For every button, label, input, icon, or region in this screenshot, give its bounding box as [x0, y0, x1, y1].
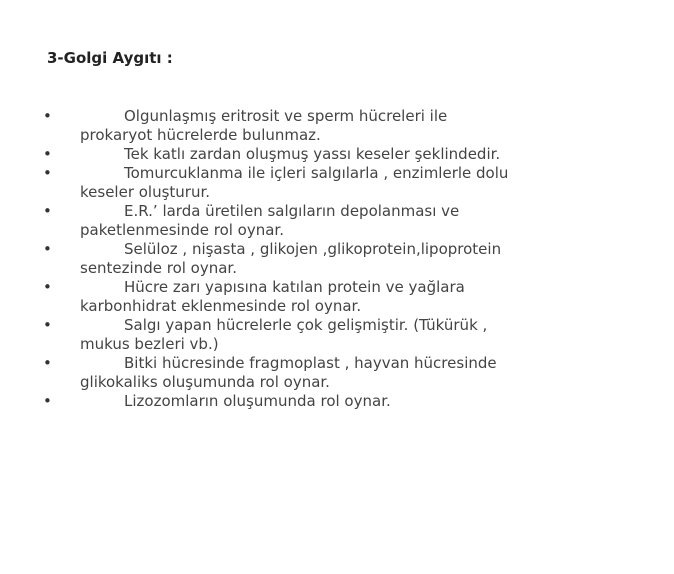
list-item — [0, 107, 674, 145]
list-item-text: Bitki hücresinde fragmoplast , hayvan hücresinde glikokaliks oluşumunda rol oynar. — [80, 354, 497, 391]
list-item-text: E.R.’ larda üretilen salgıların depolanması ve paketlenmesinde rol oynar. — [80, 202, 460, 239]
list-item — [0, 392, 674, 411]
bullet-point: • — [43, 354, 52, 372]
list-item — [0, 240, 674, 278]
list-item — [0, 278, 674, 316]
list-item-text: Tek katlı zardan oluşmuş yassı keseler şeklindedir. — [124, 145, 501, 163]
list-item-text: Lizozomların oluşumunda rol oynar. — [124, 392, 391, 410]
list-item — [0, 164, 674, 202]
list-item — [0, 354, 674, 392]
bullet-point: • — [43, 164, 52, 182]
list-item-text: Selüloz , nişasta , glikojen ,glikoprotein,lipoprotein sentezinde rol oynar. — [80, 240, 502, 277]
list-item-text: Hücre zarı yapısına katılan protein ve yağlara karbonhidrat eklenmesinde rol oynar. — [80, 278, 465, 315]
section-heading: 3-Golgi Aygıtı : — [47, 49, 173, 67]
bullet-point: • — [43, 202, 52, 220]
bullet-point: • — [43, 145, 52, 163]
list-item-text: Salgı yapan hücrelerle çok gelişmiştir. (Tükürük , mukus bezleri vb.) — [80, 316, 488, 353]
list-item — [0, 202, 674, 240]
bullet-point: • — [43, 107, 52, 125]
bullet-point: • — [43, 240, 52, 258]
list-item — [0, 145, 674, 164]
bullet-point: • — [43, 278, 52, 296]
bullet-point: • — [43, 316, 52, 334]
bullet-list — [0, 107, 674, 411]
list-item-text: Olgunlaşmış eritrosit ve sperm hücreleri ile prokaryot hücrelerde bulunmaz. — [80, 107, 448, 144]
list-item — [0, 316, 674, 354]
bullet-point: • — [43, 392, 52, 410]
list-item-text: Tomurcuklanma ile içleri salgılarla , enzimlerle dolu keseler oluşturur. — [80, 164, 509, 201]
